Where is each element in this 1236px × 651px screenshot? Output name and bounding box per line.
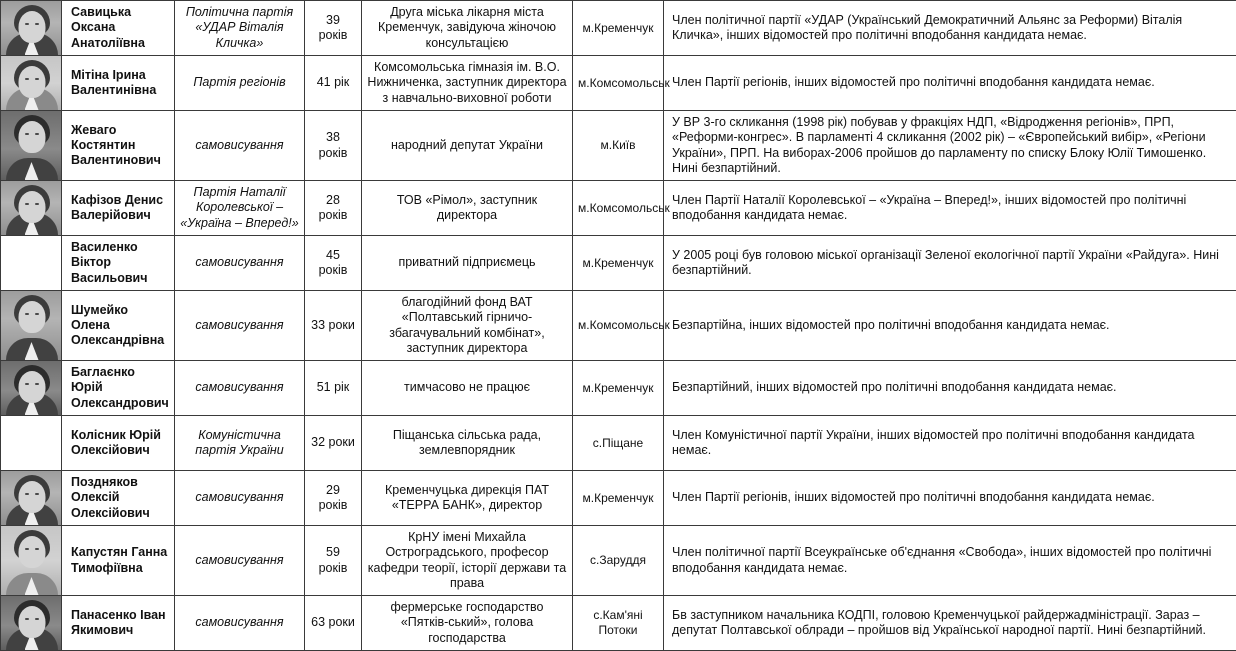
candidate-party-cell <box>175 471 305 526</box>
candidate-place-cell <box>573 596 664 651</box>
candidate-place-cell <box>573 181 664 236</box>
candidate-place: с.Піщане <box>573 432 663 455</box>
candidate-photo-cell <box>1 236 62 291</box>
candidate-job-cell <box>362 291 573 361</box>
table-row <box>1 236 1236 291</box>
candidate-name: Шумейко Олена Олександрівна <box>62 299 174 353</box>
candidate-place-cell <box>573 471 664 526</box>
candidate-photo-cell <box>1 111 62 181</box>
candidate-photo-cell <box>1 471 62 526</box>
candidate-photo-cell <box>1 361 62 416</box>
candidate-party: самовисування <box>175 251 304 274</box>
table-row <box>1 291 1236 361</box>
candidate-job-cell <box>362 596 573 651</box>
candidate-place: с.Кам'яні Потоки <box>573 604 663 641</box>
candidate-note-cell <box>664 291 1236 361</box>
candidate-party-cell <box>175 56 305 111</box>
candidate-place-cell <box>573 361 664 416</box>
candidate-job: Друга міська лікарня міста Кременчук, завідуюча жіночою консультацією <box>362 1 572 55</box>
candidate-note: Член Партії регіонів, інших відомостей про політичні вподобання кандидата немає. <box>664 486 1236 509</box>
candidate-photo-placeholder <box>1 236 62 290</box>
candidate-job: Комсомольська гімназія ім. В.О. Нижниченка, заступник директора з навчально-виховної роботи <box>362 56 572 110</box>
candidate-party-cell <box>175 416 305 471</box>
candidate-name-cell <box>62 526 175 596</box>
candidate-age-cell <box>305 236 362 291</box>
candidate-job-cell <box>362 361 573 416</box>
candidate-age: 39 років <box>305 9 361 48</box>
table-row <box>1 471 1236 526</box>
candidate-name: Капустян Ганна Тимофіївна <box>62 541 174 580</box>
candidate-photo-placeholder <box>1 416 62 470</box>
candidate-job-cell <box>362 526 573 596</box>
candidate-party-cell <box>175 1 305 56</box>
candidate-note-cell <box>664 181 1236 236</box>
candidate-party: самовисування <box>175 134 304 157</box>
table-row <box>1 526 1236 596</box>
table-row <box>1 181 1236 236</box>
candidate-photo-cell <box>1 291 62 361</box>
candidate-age: 29 років <box>305 479 361 518</box>
candidate-party-cell <box>175 361 305 416</box>
candidate-age: 38 років <box>305 126 361 165</box>
candidate-age-cell <box>305 111 362 181</box>
candidate-name: Кафізов Денис Валерійович <box>62 189 174 228</box>
candidate-photo <box>1 596 62 650</box>
candidate-place: м.Комсомольськ <box>573 314 663 337</box>
candidate-note-cell <box>664 236 1236 291</box>
candidate-name: Василенко Віктор Васильович <box>62 236 174 290</box>
candidate-age-cell <box>305 181 362 236</box>
candidate-name-cell <box>62 416 175 471</box>
candidate-place: м.Кременчук <box>573 252 663 275</box>
candidate-photo-cell <box>1 56 62 111</box>
candidate-name-cell <box>62 291 175 361</box>
candidate-note: Член політичної партії Всеукраїнське об'єднання «Свобода», інших відомостей про політичні вподобання кандидата немає. <box>664 541 1236 580</box>
candidate-name: Мітіна Ірина Валентинівна <box>62 64 174 103</box>
candidate-name-cell <box>62 181 175 236</box>
candidate-party: самовисування <box>175 486 304 509</box>
candidate-place: м.Кременчук <box>573 487 663 510</box>
candidate-note-cell <box>664 1 1236 56</box>
candidate-job: тимчасово не працює <box>362 376 572 399</box>
candidate-photo <box>1 361 62 415</box>
candidate-place-cell <box>573 236 664 291</box>
candidate-job-cell <box>362 416 573 471</box>
candidate-place: м.Комсомольськ <box>573 72 663 95</box>
candidate-job: ТОВ «Рімол», заступник директора <box>362 189 572 228</box>
candidate-job-cell <box>362 471 573 526</box>
table-row <box>1 1 1236 56</box>
candidate-note: Бв заступником начальника КОДПІ, головою Кременчуцької райдержадміністрації. Зараз – депутат Полтавської облради – пройшов від Української народної партії. Нині безпартійний. <box>664 604 1236 643</box>
candidate-place-cell <box>573 56 664 111</box>
candidate-age: 32 роки <box>305 431 361 454</box>
candidate-place: м.Кременчук <box>573 17 663 40</box>
candidate-job: приватний підприємець <box>362 251 572 274</box>
candidate-job: КрНУ імені Михайла Остроградського, професор кафедри теорії, історії держави та права <box>362 526 572 595</box>
candidate-job-cell <box>362 236 573 291</box>
candidate-age: 45 років <box>305 244 361 283</box>
candidate-job-cell <box>362 56 573 111</box>
candidate-party-cell <box>175 181 305 236</box>
candidate-age-cell <box>305 526 362 596</box>
candidate-note-cell <box>664 56 1236 111</box>
candidate-photo <box>1 56 62 110</box>
candidate-photo <box>1 181 62 235</box>
candidate-job-cell <box>362 181 573 236</box>
candidate-note: Член Комуністичної партії України, інших відомостей про політичні вподобання кандидата немає. <box>664 424 1236 463</box>
table-row <box>1 361 1236 416</box>
candidate-age-cell <box>305 1 362 56</box>
candidate-name-cell <box>62 361 175 416</box>
candidate-note-cell <box>664 596 1236 651</box>
candidate-party-cell <box>175 526 305 596</box>
candidate-name: Жеваго Костянтин Валентинович <box>62 119 174 173</box>
candidate-party: самовисування <box>175 314 304 337</box>
candidate-place: м.Комсомольськ <box>573 197 663 220</box>
candidate-job: благодійний фонд ВАТ «Полтавський гірничо-збагачувальний комбінат», заступник директора <box>362 291 572 360</box>
candidate-place: с.Заруддя <box>573 549 663 572</box>
candidate-name-cell <box>62 56 175 111</box>
candidate-place-cell <box>573 291 664 361</box>
candidate-place: м.Кременчук <box>573 377 663 400</box>
table-row <box>1 111 1236 181</box>
candidate-party-cell <box>175 596 305 651</box>
candidate-name-cell <box>62 471 175 526</box>
candidate-party: Комуністична партія України <box>175 424 304 463</box>
candidate-job: фермерське господарство «Пятків-ський», голова господарства <box>362 596 572 650</box>
candidate-job-cell <box>362 111 573 181</box>
candidate-job: народний депутат України <box>362 134 572 157</box>
candidate-party-cell <box>175 291 305 361</box>
candidate-note-cell <box>664 361 1236 416</box>
candidate-party-cell <box>175 236 305 291</box>
candidate-place-cell <box>573 416 664 471</box>
candidate-name-cell <box>62 111 175 181</box>
candidate-name-cell <box>62 1 175 56</box>
candidate-age-cell <box>305 596 362 651</box>
candidate-note: Безпартійна, інших відомостей про політичні вподобання кандидата немає. <box>664 314 1236 337</box>
candidate-photo <box>1 291 62 360</box>
candidate-party: самовисування <box>175 549 304 572</box>
candidate-name: Савицька Оксана Анатоліївна <box>62 1 174 55</box>
candidate-place-cell <box>573 111 664 181</box>
candidate-photo-cell <box>1 596 62 651</box>
candidate-party-cell <box>175 111 305 181</box>
candidate-photo-cell <box>1 526 62 596</box>
candidate-note: Член Партії Наталії Королевської – «Україна – Вперед!», інших відомостей про політичні вподобання кандидата немає. <box>664 189 1236 228</box>
candidate-name: Колісник Юрій Олексійович <box>62 424 174 463</box>
candidate-age: 51 рік <box>305 376 361 399</box>
candidate-photo <box>1 526 62 595</box>
candidate-place: м.Київ <box>573 134 663 157</box>
candidate-note-cell <box>664 416 1236 471</box>
candidate-age: 59 років <box>305 541 361 580</box>
candidate-photo-cell <box>1 416 62 471</box>
candidate-age: 41 рік <box>305 71 361 94</box>
candidate-photo-cell <box>1 181 62 236</box>
candidate-name: Баглаєнко Юрій Олександрович <box>62 361 174 415</box>
table-row <box>1 416 1236 471</box>
candidate-age-cell <box>305 361 362 416</box>
candidate-job-cell <box>362 1 573 56</box>
candidates-table-body <box>1 1 1236 651</box>
candidate-place-cell <box>573 1 664 56</box>
candidate-age: 63 роки <box>305 611 361 634</box>
candidate-name: Панасенко Іван Якимович <box>62 604 174 643</box>
candidate-photo-cell <box>1 1 62 56</box>
candidate-name-cell <box>62 236 175 291</box>
candidate-note-cell <box>664 111 1236 181</box>
candidate-party: Партія регіонів <box>175 71 304 94</box>
candidate-party: самовисування <box>175 611 304 634</box>
candidate-party: Політична партія «УДАР Віталія Кличка» <box>175 1 304 55</box>
candidate-age-cell <box>305 471 362 526</box>
candidate-note: У ВР 3-го скликання (1998 рік) побував у фракціях НДП, «Відродження регіонів», ПРП, «Реформи-конгрес». В парламенті 4 скликання (2002 рік) – «Європейський вибір», «Регіони України», ПРП. На виборах-2006 пройшов до парламенту по списку Блоку Юлії Тимошенко. Нині безпартійний. <box>664 111 1236 180</box>
candidate-name-cell <box>62 596 175 651</box>
candidate-note: Безпартійний, інших відомостей про політичні вподобання кандидата немає. <box>664 376 1236 399</box>
candidate-note: Член політичної партії «УДАР (Український Демократичний Альянс за Реформи) Віталія Кличка», інших відомостей про політичні вподобання кандидата немає. <box>664 9 1236 48</box>
candidate-age: 33 роки <box>305 314 361 337</box>
candidate-party: Партія Наталії Королевської – «Україна – Вперед!» <box>175 181 304 235</box>
table-row <box>1 56 1236 111</box>
candidate-note: У 2005 році був головою міської організації Зеленої екологічної партії України «Райдуга». Нині безпартійний. <box>664 244 1236 283</box>
table-row <box>1 596 1236 651</box>
candidate-job: Піщанська сільська рада, землевпорядник <box>362 424 572 463</box>
candidate-note: Член Партії регіонів, інших відомостей про політичні вподобання кандидата немає. <box>664 71 1236 94</box>
candidate-age-cell <box>305 291 362 361</box>
candidate-place-cell <box>573 526 664 596</box>
candidate-job: Кременчуцька дирекція ПАТ «ТЕРРА БАНК», директор <box>362 479 572 518</box>
candidate-note-cell <box>664 526 1236 596</box>
candidate-photo <box>1 471 62 525</box>
candidate-party: самовисування <box>175 376 304 399</box>
candidate-name: Поздняков Олексій Олексійович <box>62 471 174 525</box>
candidate-age-cell <box>305 56 362 111</box>
candidate-age: 28 років <box>305 189 361 228</box>
candidate-photo <box>1 1 62 55</box>
candidate-note-cell <box>664 471 1236 526</box>
candidate-photo <box>1 111 62 180</box>
candidate-age-cell <box>305 416 362 471</box>
